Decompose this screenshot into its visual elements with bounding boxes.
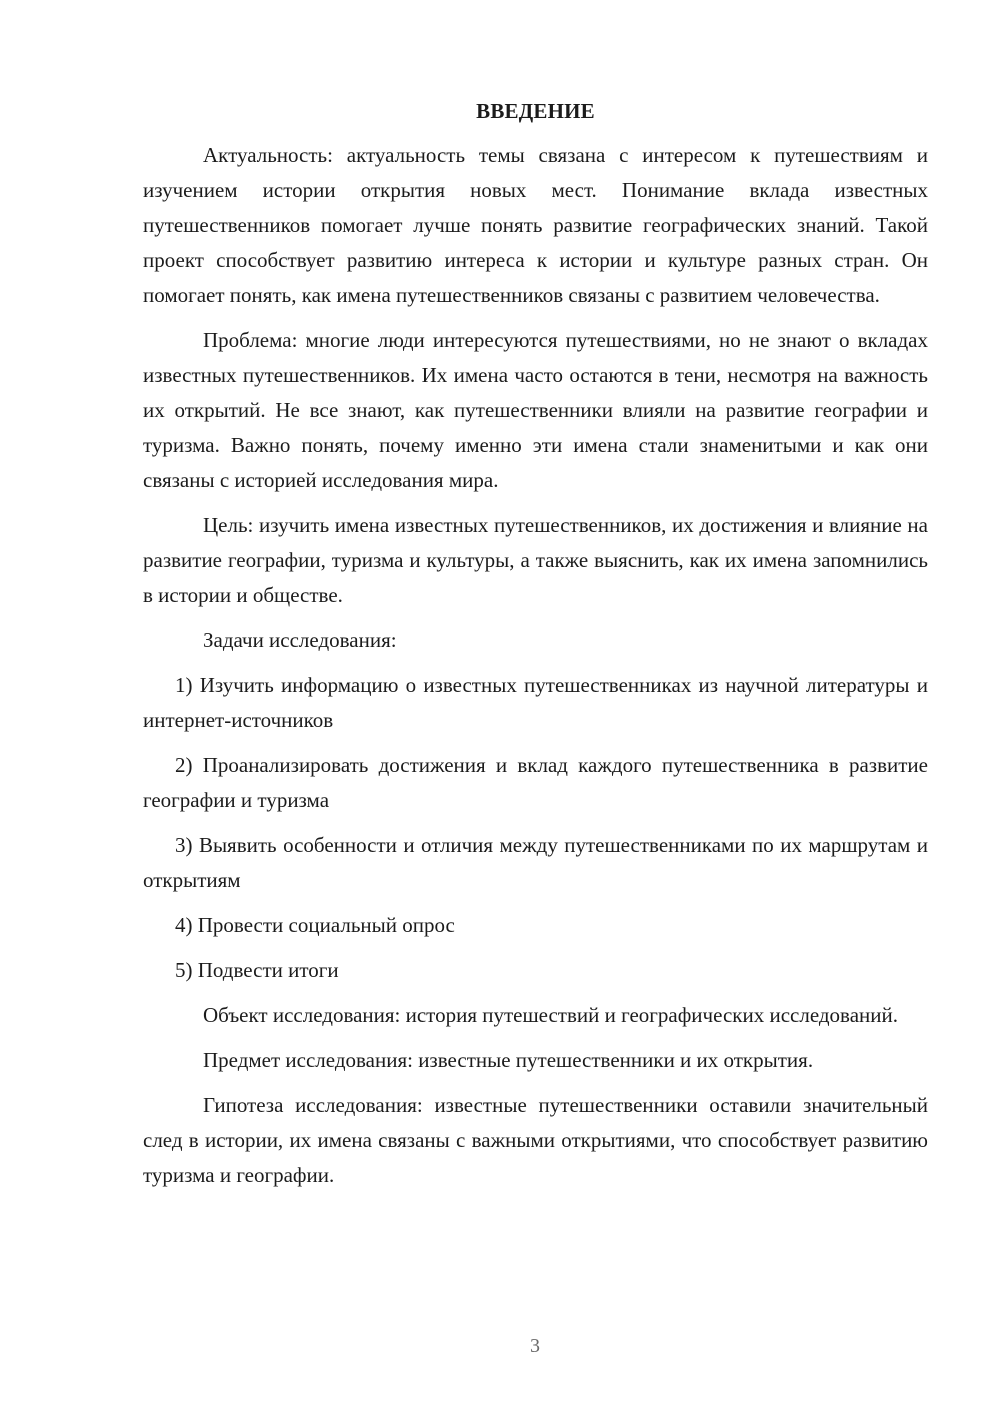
page-number: 3 (530, 1335, 540, 1357)
paragraph-goal: Цель: изучить имена известных путешественников, их достижения и влияние на развитие географии, туризма и культуры, а также выяснить, как их имена запомнились в истории и обществе. (143, 513, 928, 607)
paragraph-object: Объект исследования: история путешествий и географических исследований. (203, 1003, 898, 1027)
page-content (143, 96, 928, 1193)
task-item-1: 1) Изучить информацию о известных путешественниках из научной литературы и интернет-источников (143, 673, 928, 732)
page-title: ВВЕДЕНИЕ (476, 99, 595, 123)
task-item-4: 4) Провести социальный опрос (175, 913, 455, 937)
task-item-5: 5) Подвести итоги (175, 958, 339, 982)
task-item-2: 2) Проанализировать достижения и вклад каждого путешественника в развитие географии и туризма (143, 753, 928, 812)
task-item-3: 3) Выявить особенности и отличия между путешественниками по их маршрутам и открытиям (143, 833, 928, 892)
paragraph-problem: Проблема: многие люди интересуются путешествиями, но не знают о вкладах известных путешественников. Их имена часто остаются в тени, несмотря на важность их открытий. Не все знают, как путешественники влияли на развитие географии и туризма. Важно понять, почему именно эти имена стали знаменитыми и как они связаны с историей исследования мира. (143, 328, 928, 492)
paragraph-hypothesis: Гипотеза исследования: известные путешественники оставили значительный след в истории, их имена связаны с важными открытиями, что способствует развитию туризма и географии. (143, 1093, 928, 1187)
tasks-heading: Задачи исследования: (203, 628, 397, 652)
paragraph-relevance: Актуальность: актуальность темы связана с интересом к путешествиям и изучением истории открытия новых мест. Понимание вклада известных путешественников помогает лучше понять развитие географических знаний. Такой проект способствует развитию интереса к истории и культуре разных стран. Он помогает понять, как имена путешественников связаны с развитием человечества. (143, 143, 928, 307)
paragraph-subject: Предмет исследования: известные путешественники и их открытия. (203, 1048, 814, 1072)
